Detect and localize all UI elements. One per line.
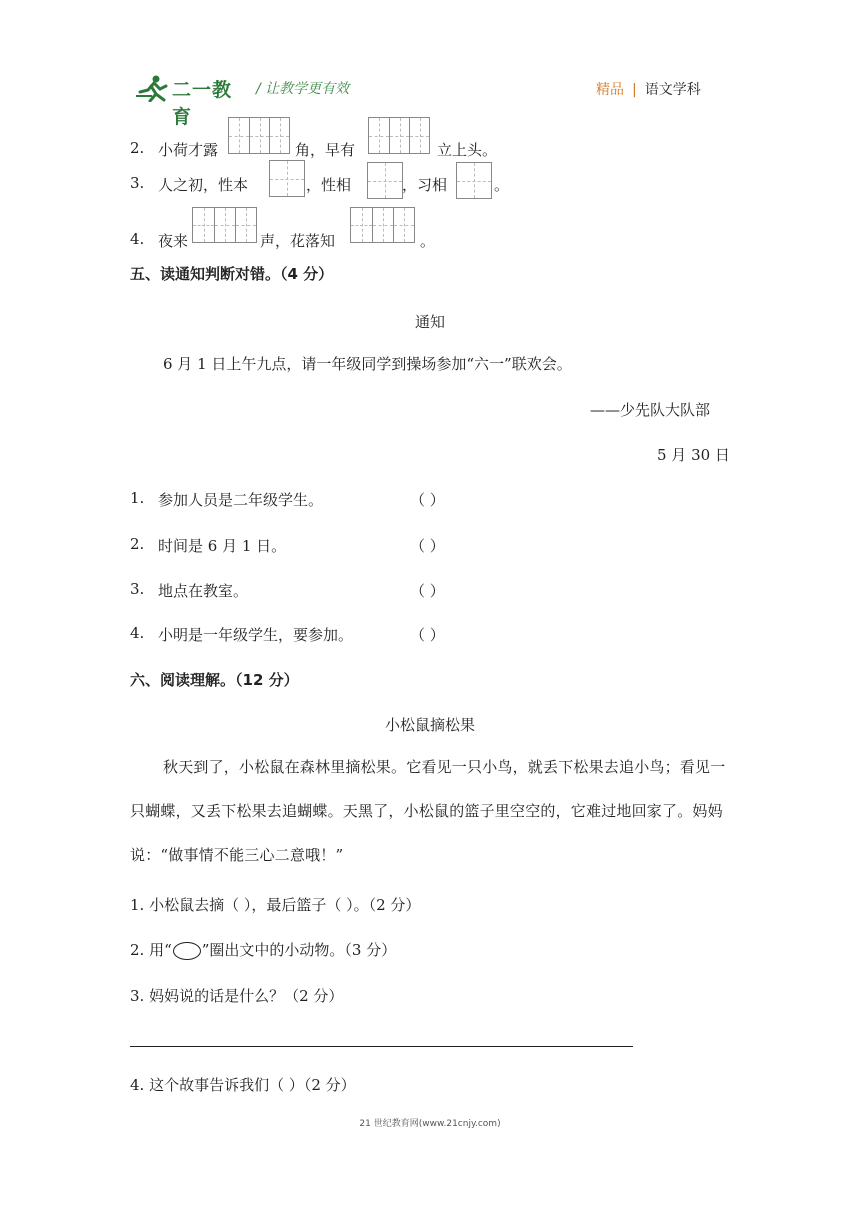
notice-date: 5 月 30 日 [657, 446, 730, 464]
poem-2-mid: 角，早有 [295, 141, 356, 159]
poem-4-mid: 声，花落知 [260, 232, 336, 250]
writing-grid[interactable] [192, 207, 257, 243]
logo-text: 二一教育 [172, 79, 233, 128]
question-4: 4. 这个故事告诉我们（ ）（2 分） [130, 1076, 356, 1094]
section-5-title: 五、读通知判断对错。（4 分） [130, 265, 334, 283]
answer-bracket[interactable]: （ ） [410, 491, 445, 509]
circle-mark-icon [173, 942, 201, 960]
writing-grid[interactable] [350, 207, 415, 243]
poem-2-before: 小荷才露 [158, 141, 219, 159]
poem-3-num: 3. [130, 174, 145, 192]
poem-2-num: 2. [130, 139, 145, 157]
poem-4-num: 4. [130, 230, 145, 248]
poem-3-mid1: ，性相 [306, 176, 352, 194]
question-1: 1. 小松鼠去摘（ ），最后篮子（ ）。（2 分） [130, 896, 421, 914]
writing-grid[interactable] [269, 160, 305, 197]
judge-text: 时间是 6 月 1 日。 [158, 537, 287, 555]
header-right [596, 79, 701, 99]
runner-logo-icon [136, 74, 176, 102]
judge-num: 4. [130, 624, 145, 642]
judge-num: 3. [130, 580, 145, 598]
writing-grid[interactable] [456, 162, 492, 199]
poem-3-before: 人之初，性本 [158, 176, 249, 194]
poem-3-after: 。 [494, 176, 510, 194]
story-title: 小松鼠摘松果 [384, 716, 475, 734]
answer-bracket[interactable]: （ ） [410, 582, 445, 600]
judge-text: 地点在教室。 [158, 582, 249, 600]
question-2 [130, 939, 396, 960]
logo [136, 74, 246, 128]
notice-body: 6 月 1 日上午九点，请一年级同学到操场参加“六一”联欢会。 [163, 355, 572, 373]
notice-title: 通知 [414, 313, 445, 331]
judge-num: 1. [130, 489, 145, 507]
answer-bracket[interactable]: （ ） [410, 626, 445, 644]
question-2-after: ”圈出文中的小动物。（3 分） [201, 941, 397, 959]
subject-label: 语文学科 [644, 82, 701, 98]
judge-text: 参加人员是二年级学生。 [158, 491, 324, 509]
footer: 21 世纪教育网(www.21cnjy.com) [359, 1119, 501, 1129]
question-3: 3. 妈妈说的话是什么？（2 分） [130, 987, 344, 1005]
writing-grid[interactable] [228, 117, 290, 154]
poem-4-after: 。 [420, 232, 436, 250]
poem-2-after: 立上头。 [437, 141, 498, 159]
notice-sign: ——少先队大队部 [590, 401, 711, 419]
story-text: 秋天到了，小松鼠在森林里摘松果。它看见一只小鸟，就丢下松果去追小鸟；看见一只蝴蝶，又丢下松果去追蝴蝶。天黑了，小松鼠的篮子里空空的，它难过地回家了。妈妈说：“做事情不能三心二意哦！” [130, 758, 726, 864]
poem-4-before: 夜来 [158, 232, 189, 250]
poem-3-mid2: ，习相 [402, 176, 448, 194]
writing-grid[interactable] [368, 117, 430, 154]
judge-text: 小明是一年级学生，要参加。 [158, 626, 354, 644]
header-separator: | [632, 82, 637, 98]
judge-num: 2. [130, 535, 145, 553]
answer-line[interactable] [130, 1046, 633, 1047]
answer-bracket[interactable]: （ ） [410, 537, 445, 555]
premium-label: 精品 [596, 82, 624, 98]
slogan: / 让教学更有效 [256, 81, 350, 97]
section-6-title: 六、阅读理解。（12 分） [130, 671, 299, 689]
writing-grid[interactable] [367, 162, 403, 199]
question-2-before: 2. 用“ [130, 941, 172, 959]
